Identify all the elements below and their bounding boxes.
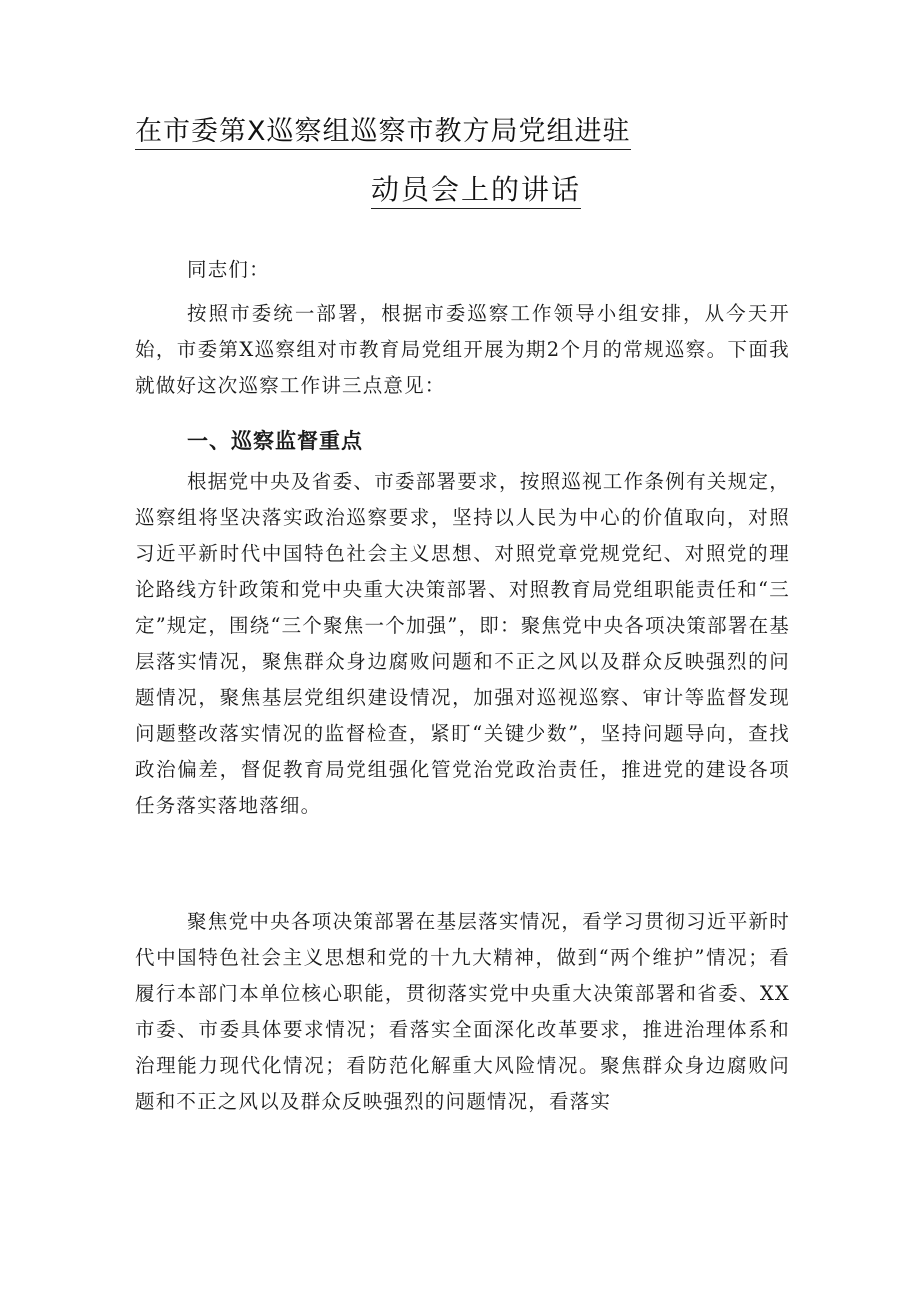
title-line-2-text: 动员会上的讲话 <box>371 173 581 209</box>
document-title-line-2 <box>371 172 671 208</box>
section-heading: 一、巡察监督重点 <box>187 429 363 453</box>
paragraph-focus-details: 聚焦党中央各项决策部署在基层落实情况，看学习贯彻习近平新时代中国特色社会主义思想和党的十九大精神，做到“两个维护”情况；看履行本部门本单位核心职能，贯彻落实党中央重大决策部署和省委、XX市委、市委具体要求情况；看落实全面深化改革要求，推进治理体系和治理能力现代化情况；看防范化解重大风险情况。聚焦群众身边腐败问题和不正之风以及群众反映强烈的问题情况，看落实 <box>135 910 790 1113</box>
paragraph-key-points: 根据党中央及省委、市委部署要求，按照巡视工作条例有关规定，巡察组将坚决落实政治巡察要求，坚持以人民为中心的价值取向，对照习近平新时代中国特色社会主义思想、对照党章党规党纪、对照党的理论路线方针政策和党中央重大决策部署、对照教育局党组职能责任和“三定”规定，围绕“三个聚焦一个加强”，即：聚焦党中央各项决策部署在基层落实情况，聚焦群众身边腐败问题和不正之风以及群众反映强烈的问题情况，聚焦基层党组织建设情况，加强对巡视巡察、审计等监督发现问题整改落实情况的监督检查，紧盯“关键少数”，坚持问题导向，查找政治偏差，督促教育局党组强化管党治党政治责任，推进党的建设各项任务落实落地落细。 <box>135 470 790 817</box>
paragraph-intro: 按照市委统一部署，根据市委巡察工作领导小组安排，从今天开始，市委第X巡察组对市教育局党组开展为期2个月的常规巡察。下面我就做好这次巡察工作讲三点意见： <box>135 302 790 397</box>
title-line-1-text: 在市委第X巡察组巡察市教方局党组进驻 <box>135 116 631 150</box>
document-title-line-1 <box>135 114 635 150</box>
salutation: 同志们： <box>187 258 270 281</box>
